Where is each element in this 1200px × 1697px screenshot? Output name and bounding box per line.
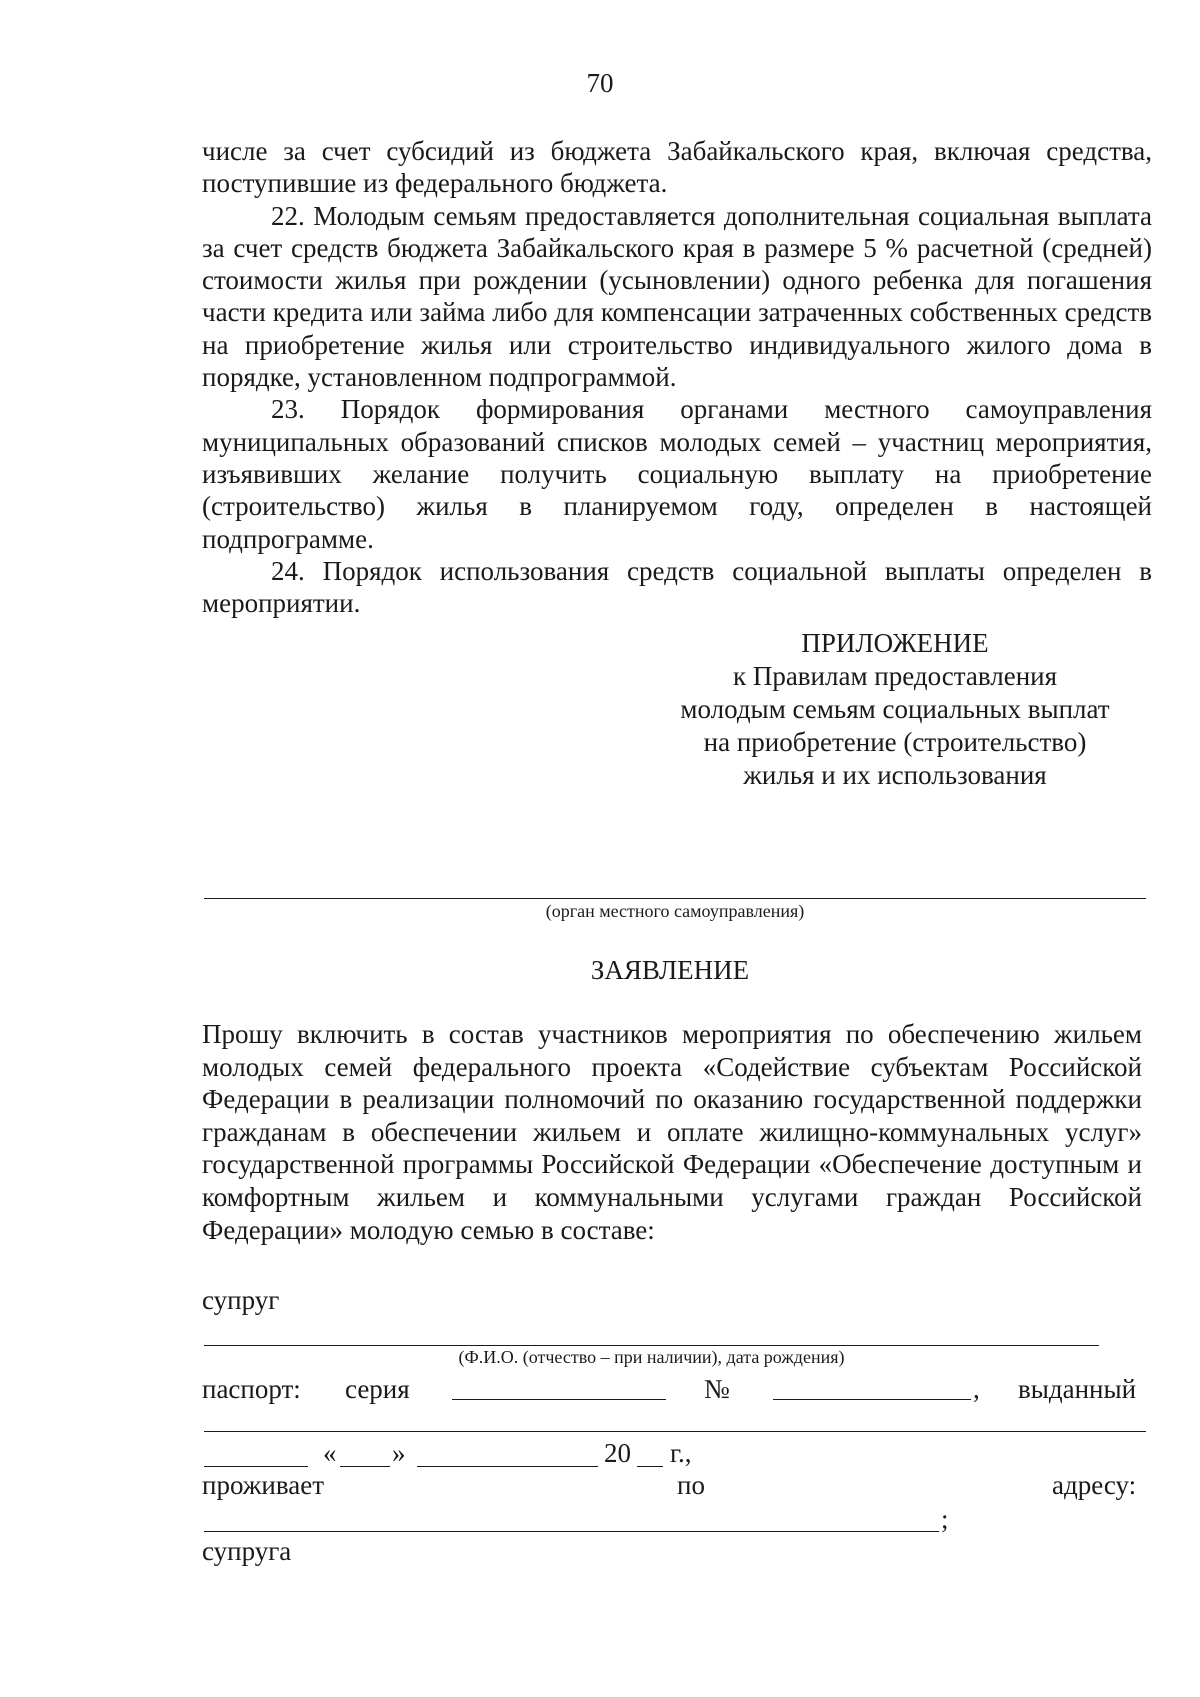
passport-number-input-line[interactable] [773, 1399, 971, 1400]
spouse-husband-label: супруг [202, 1285, 280, 1315]
series-label: серия [345, 1374, 410, 1404]
issue-year-input-line[interactable] [637, 1466, 663, 1467]
paragraph-continuation: числе за счет субсидий из бюджета Забайкальского края, включая средства, поступившие из федерального бюджета. [202, 136, 1152, 199]
issue-day-input-line[interactable] [340, 1466, 390, 1467]
paragraph-24: 24. Порядок использования средств социальной выплаты определен в мероприятии. [202, 555, 1152, 619]
spouse-wife-label: супруга [202, 1536, 292, 1566]
issue-month-input-line[interactable] [417, 1466, 598, 1467]
address-input-line[interactable] [204, 1531, 939, 1532]
year-suffix: г., [670, 1438, 692, 1468]
paragraph-23: 23. Порядок формирования органами местного самоуправления муниципальных образований списков молодых семей – участниц мероприятия, изъявивших желание получить социальную выплату на приобретение (строительство) жилья в планируемом году, определен в настоящей подпрограмме. [202, 394, 1152, 554]
authority-caption: (орган местного самоуправления) [545, 901, 805, 921]
appendix-line: к Правилам предоставления [732, 661, 1058, 691]
date-open-quote: « [323, 1438, 337, 1468]
passport-label: паспорт: [202, 1374, 301, 1404]
statement-title: ЗАЯВЛЕНИЕ [590, 955, 750, 985]
lives-label: проживает [202, 1470, 325, 1500]
passport-series-input-line[interactable] [452, 1399, 666, 1400]
body-text [202, 135, 1152, 619]
appendix-block [660, 627, 1130, 792]
issued-by-input-line[interactable] [204, 1431, 1146, 1432]
page-number: 70 [586, 68, 614, 98]
year-prefix: 20 [604, 1438, 631, 1468]
semicolon: ; [941, 1504, 949, 1534]
issue-date-prefix-line[interactable] [204, 1466, 308, 1467]
appendix-line: жилья и их использования [743, 760, 1047, 790]
authority-input-line[interactable] [204, 898, 1146, 899]
comma: , [973, 1374, 980, 1404]
date-close-quote: » [392, 1438, 406, 1468]
request-text: Прошу включить в состав участников мероприятия по обеспечению жильем молодых семей федерального проекта «Содействие субъектам Российской Федерации в реализации полномочий по оказанию государственной поддержки гражданам в обеспечении жильем и оплате жилищно-коммунальных услуг» государственной программы Российской Федерации «Обеспечение доступным и комфортным жильем и коммунальными услугами граждан Российской Федерации» молодую семью в составе: [202, 1019, 1142, 1245]
number-sign: № [704, 1374, 730, 1404]
appendix-line: молодым семьям социальных выплат [680, 694, 1110, 724]
husband-fio-input-line[interactable] [204, 1345, 1099, 1346]
address-label: адресу: [1052, 1470, 1137, 1500]
issued-label: выданный [1018, 1374, 1137, 1404]
appendix-line: на приобретение (строительство) [703, 727, 1087, 757]
fio-caption: (Ф.И.О. (отчество – при наличии), дата рождения) [458, 1347, 845, 1367]
at-label: по [677, 1470, 705, 1500]
appendix-title: ПРИЛОЖЕНИЕ [801, 628, 989, 658]
paragraph-22: 22. Молодым семьям предоставляется дополнительная социальная выплата за счет средств бюджета Забайкальского края в размере 5 % расчетной (средней) стоимости жилья при рождении (усыновлении) одного ребенка для погашения части кредита или займа либо для компенсации затраченных собственных средств на приобретение жилья или строительство индивидуального жилого дома в порядке, установленном подпрограммой. [202, 200, 1152, 393]
request-text-block [202, 1018, 1142, 1246]
